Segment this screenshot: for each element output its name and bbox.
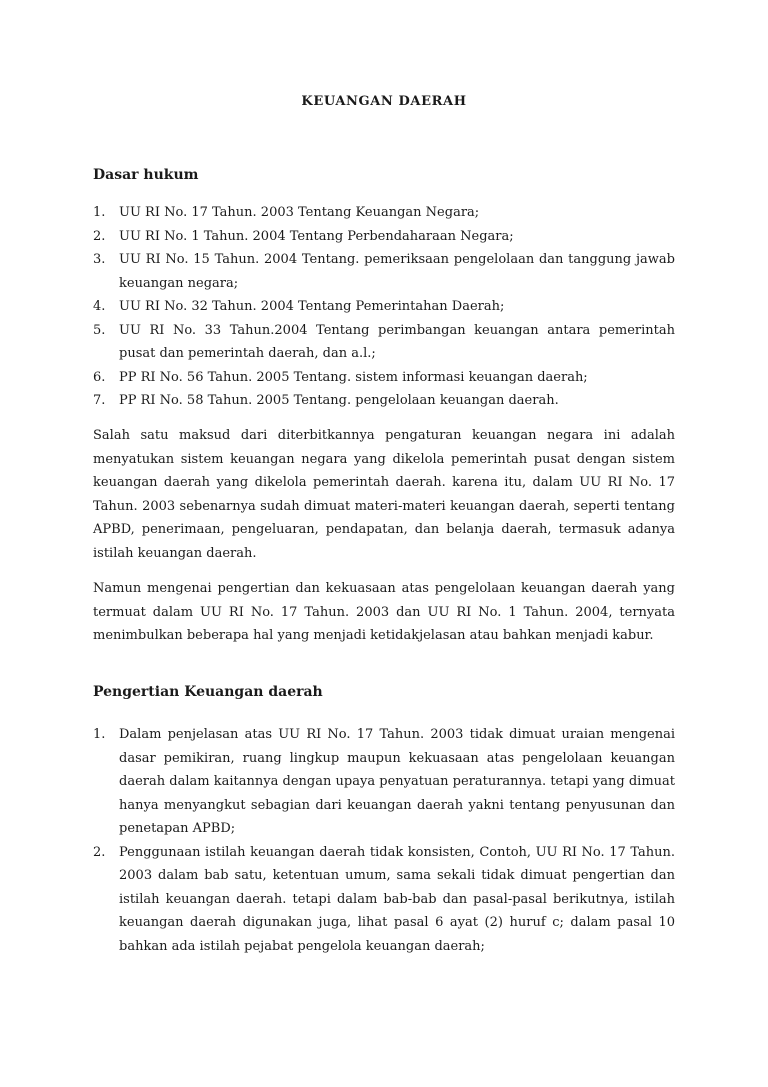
list-item bbox=[93, 389, 675, 413]
list-text: PP RI No. 58 Tahun. 2005 Tentang. pengelolaan keuangan daerah. bbox=[119, 393, 559, 408]
list-number: 2. bbox=[93, 228, 106, 244]
list-item bbox=[93, 225, 675, 249]
list-text: UU RI No. 1 Tahun. 2004 Tentang Perbendaharaan Negara; bbox=[119, 228, 514, 244]
list-text: UU RI No. 33 Tahun.2004 Tentang perimbangan keuangan antara pemerintah pusat dan pemerintah daerah, dan a.l.; bbox=[119, 322, 675, 361]
list-text: PP RI No. 56 Tahun. 2005 Tentang. sistem informasi keuangan daerah; bbox=[119, 369, 588, 385]
list-text: Penggunaan istilah keuangan daerah tidak konsisten, Contoh, UU RI No. 17 Tahun. 2003 dalam bab satu, ketentuan umum, sama sekali tidak dimuat pengertian dan istilah keuangan daerah. tetapi dalam bab-bab dan pasal-pasal berikutnya, istilah keuangan daerah digunakan juga, lihat pasal 6 ayat (2) huruf c; dalam pasal 10 bahkan ada istilah pejabat pengelola keuangan daerah; bbox=[119, 844, 675, 954]
list-item bbox=[93, 723, 675, 841]
list-item bbox=[93, 841, 675, 959]
list-item bbox=[93, 201, 675, 225]
list-number: 5. bbox=[93, 322, 106, 338]
list-text: UU RI No. 32 Tahun. 2004 Tentang Pemerintahan Daerah; bbox=[119, 299, 505, 314]
list-item bbox=[93, 295, 675, 319]
section-heading-dasar-hukum: Dasar hukum bbox=[93, 167, 199, 183]
list-number: 6. bbox=[93, 369, 106, 385]
definition-issues-list bbox=[93, 723, 675, 958]
list-number: 3. bbox=[93, 252, 106, 267]
legal-basis-list bbox=[93, 201, 675, 413]
list-text: Dalam penjelasan atas UU RI No. 17 Tahun. 2003 tidak dimuat uraian mengenai dasar pemikiran, ruang lingkup maupun kekuasaan atas pengelolaan keuangan daerah dalam kaitannya dengan upaya penyatuan peraturannya. tetapi yang dimuat hanya menyangkut sebagian dari keuangan daerah yakni tentang penyusunan dan penetapan APBD; bbox=[119, 727, 675, 836]
list-text: UU RI No. 15 Tahun. 2004 Tentang. pemeriksaan pengelolaan dan tanggung jawab keuangan negara; bbox=[119, 252, 675, 291]
list-number: 1. bbox=[93, 727, 106, 742]
list-item bbox=[93, 248, 675, 295]
body-paragraph-1: Salah satu maksud dari diterbitkannya pengaturan keuangan negara ini adalah menyatukan sistem keuangan negara yang dikelola pemerintah pusat dengan sistem keuangan daerah yang dikelola pemerintah daerah. karena itu, dalam UU RI No. 17 Tahun. 2003 sebenarnya sudah dimuat materi-materi keuangan daerah, seperti tentang APBD, penerimaan, pengeluaran, pendapatan, dan belanja daerah, termasuk adanya istilah keuangan daerah. bbox=[93, 428, 675, 561]
list-number: 4. bbox=[93, 299, 106, 314]
list-item bbox=[93, 366, 675, 390]
section-heading-pengertian: Pengertian Keuangan daerah bbox=[93, 684, 323, 700]
list-text: UU RI No. 17 Tahun. 2003 Tentang Keuangan Negara; bbox=[119, 205, 480, 220]
list-number: 7. bbox=[93, 393, 106, 408]
body-paragraph-2: Namun mengenai pengertian dan kekuasaan atas pengelolaan keuangan daerah yang termuat dalam UU RI No. 17 Tahun. 2003 dan UU RI No. 1 Tahun. 2004, ternyata menimbulkan beberapa hal yang menjadi ketidakjelasan atau bahkan menjadi kabur. bbox=[93, 581, 675, 643]
list-number: 2. bbox=[93, 844, 106, 860]
list-number: 1. bbox=[93, 205, 106, 220]
list-item bbox=[93, 319, 675, 366]
document-title: KEUANGAN DAERAH bbox=[301, 94, 467, 109]
